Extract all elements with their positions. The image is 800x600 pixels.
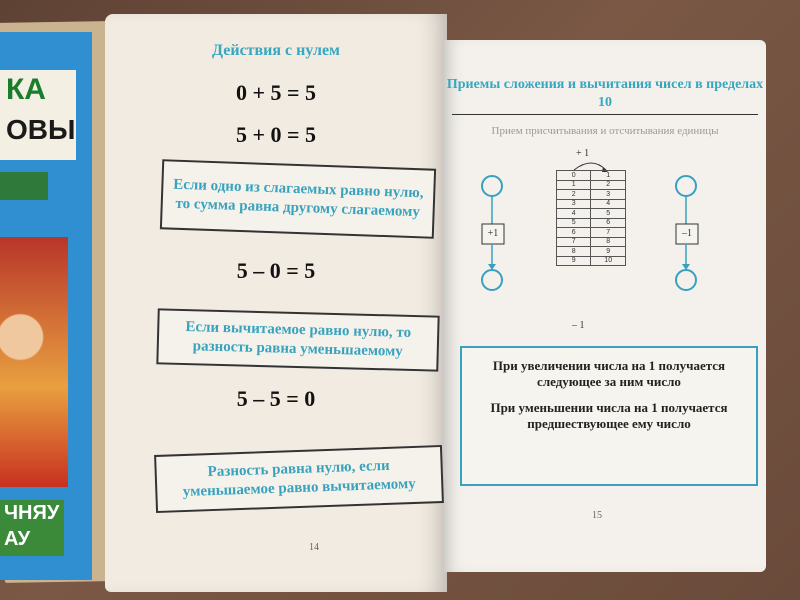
right-bottom-circle bbox=[676, 270, 696, 290]
number-table-cell: 0 bbox=[557, 171, 591, 181]
number-table-row bbox=[557, 256, 626, 266]
equation-2: 5 + 0 = 5 bbox=[235, 122, 317, 147]
cover-title bbox=[0, 70, 76, 160]
cover-bottom-line1: ЧНЯУ bbox=[4, 502, 60, 524]
side-book-cover bbox=[0, 32, 92, 580]
number-table-row bbox=[557, 209, 626, 219]
number-table-row bbox=[557, 237, 626, 247]
number-table-cell: 8 bbox=[591, 237, 626, 247]
number-table-row bbox=[557, 228, 626, 238]
plus-one-arc bbox=[574, 163, 606, 170]
cover-bottom-line2: АУ bbox=[4, 528, 31, 550]
title-underline bbox=[452, 114, 758, 115]
equation-4: 5 – 5 = 0 bbox=[236, 386, 316, 411]
number-table bbox=[556, 170, 626, 266]
number-table-cell: 7 bbox=[557, 237, 591, 247]
cover-title-line1: КА bbox=[6, 73, 46, 106]
number-table-cell: 5 bbox=[591, 209, 626, 219]
equation-1: 0 + 5 = 5 bbox=[235, 80, 317, 105]
cover-illustration bbox=[0, 237, 68, 487]
minus-one-label: – 1 bbox=[572, 320, 585, 331]
right-box-label: –1 bbox=[682, 228, 692, 239]
rule-increase: При увеличении числа на 1 получается следующее за ним число bbox=[492, 358, 726, 389]
left-page bbox=[105, 14, 447, 592]
page-number-left: 14 bbox=[309, 542, 319, 553]
number-table-cell: 6 bbox=[591, 218, 626, 228]
number-table-cell: 6 bbox=[557, 228, 591, 238]
cover-bottom-label bbox=[0, 500, 64, 556]
rule-box-subtract-zero: Если вычитаемое равно нулю, то разность равна уменьшаемому bbox=[156, 308, 439, 371]
number-table-cell: 4 bbox=[591, 199, 626, 209]
number-table-row bbox=[557, 247, 626, 257]
number-table-cell: 3 bbox=[591, 190, 626, 200]
number-table-cell: 9 bbox=[557, 256, 591, 266]
number-table-cell: 1 bbox=[557, 180, 591, 190]
number-table-cell: 1 bbox=[591, 171, 626, 181]
page-title-right: Приемы сложения и вычитания чисел в пределах 10 bbox=[446, 77, 764, 110]
cover-title-line2: ОВЫ bbox=[6, 114, 76, 145]
number-table-cell: 4 bbox=[557, 209, 591, 219]
left-box-label: +1 bbox=[487, 228, 499, 239]
number-table-cell: 2 bbox=[557, 190, 591, 200]
cover-green-band bbox=[0, 172, 48, 200]
number-table-cell: 9 bbox=[591, 247, 626, 257]
page-title-left: Действия с нулем bbox=[212, 42, 340, 59]
left-bottom-circle bbox=[482, 270, 502, 290]
number-table-cell: 3 bbox=[557, 199, 591, 209]
number-table-cell: 7 bbox=[591, 228, 626, 238]
left-top-circle bbox=[482, 176, 502, 196]
diagram-subtitle: Прием присчитывания и отсчитывания единицы bbox=[491, 125, 719, 137]
number-table-row bbox=[557, 171, 626, 181]
number-table-row bbox=[557, 218, 626, 228]
number-table-row bbox=[557, 199, 626, 209]
rule-decrease: При уменьшении числа на 1 получается предшествующее ему число bbox=[490, 400, 728, 431]
number-table-cell: 8 bbox=[557, 247, 591, 257]
number-table-row bbox=[557, 190, 626, 200]
equation-3: 5 – 0 = 5 bbox=[236, 258, 316, 283]
right-page bbox=[444, 40, 766, 572]
rules-box-right bbox=[460, 346, 758, 486]
page-number-right: 15 bbox=[592, 510, 602, 521]
plus-one-label: + 1 bbox=[576, 148, 590, 159]
number-table-row bbox=[557, 180, 626, 190]
number-table-cell: 10 bbox=[591, 256, 626, 266]
number-table-cell: 5 bbox=[557, 218, 591, 228]
rule-box-sum: Если одно из слагаемых равно нулю, то сумма равна другому слагаемому bbox=[160, 159, 436, 239]
rule-box-difference-zero: Разность равна нулю, если уменьшаемое равно вычитаемому bbox=[154, 445, 444, 513]
right-top-circle bbox=[676, 176, 696, 196]
number-table-cell: 2 bbox=[591, 180, 626, 190]
